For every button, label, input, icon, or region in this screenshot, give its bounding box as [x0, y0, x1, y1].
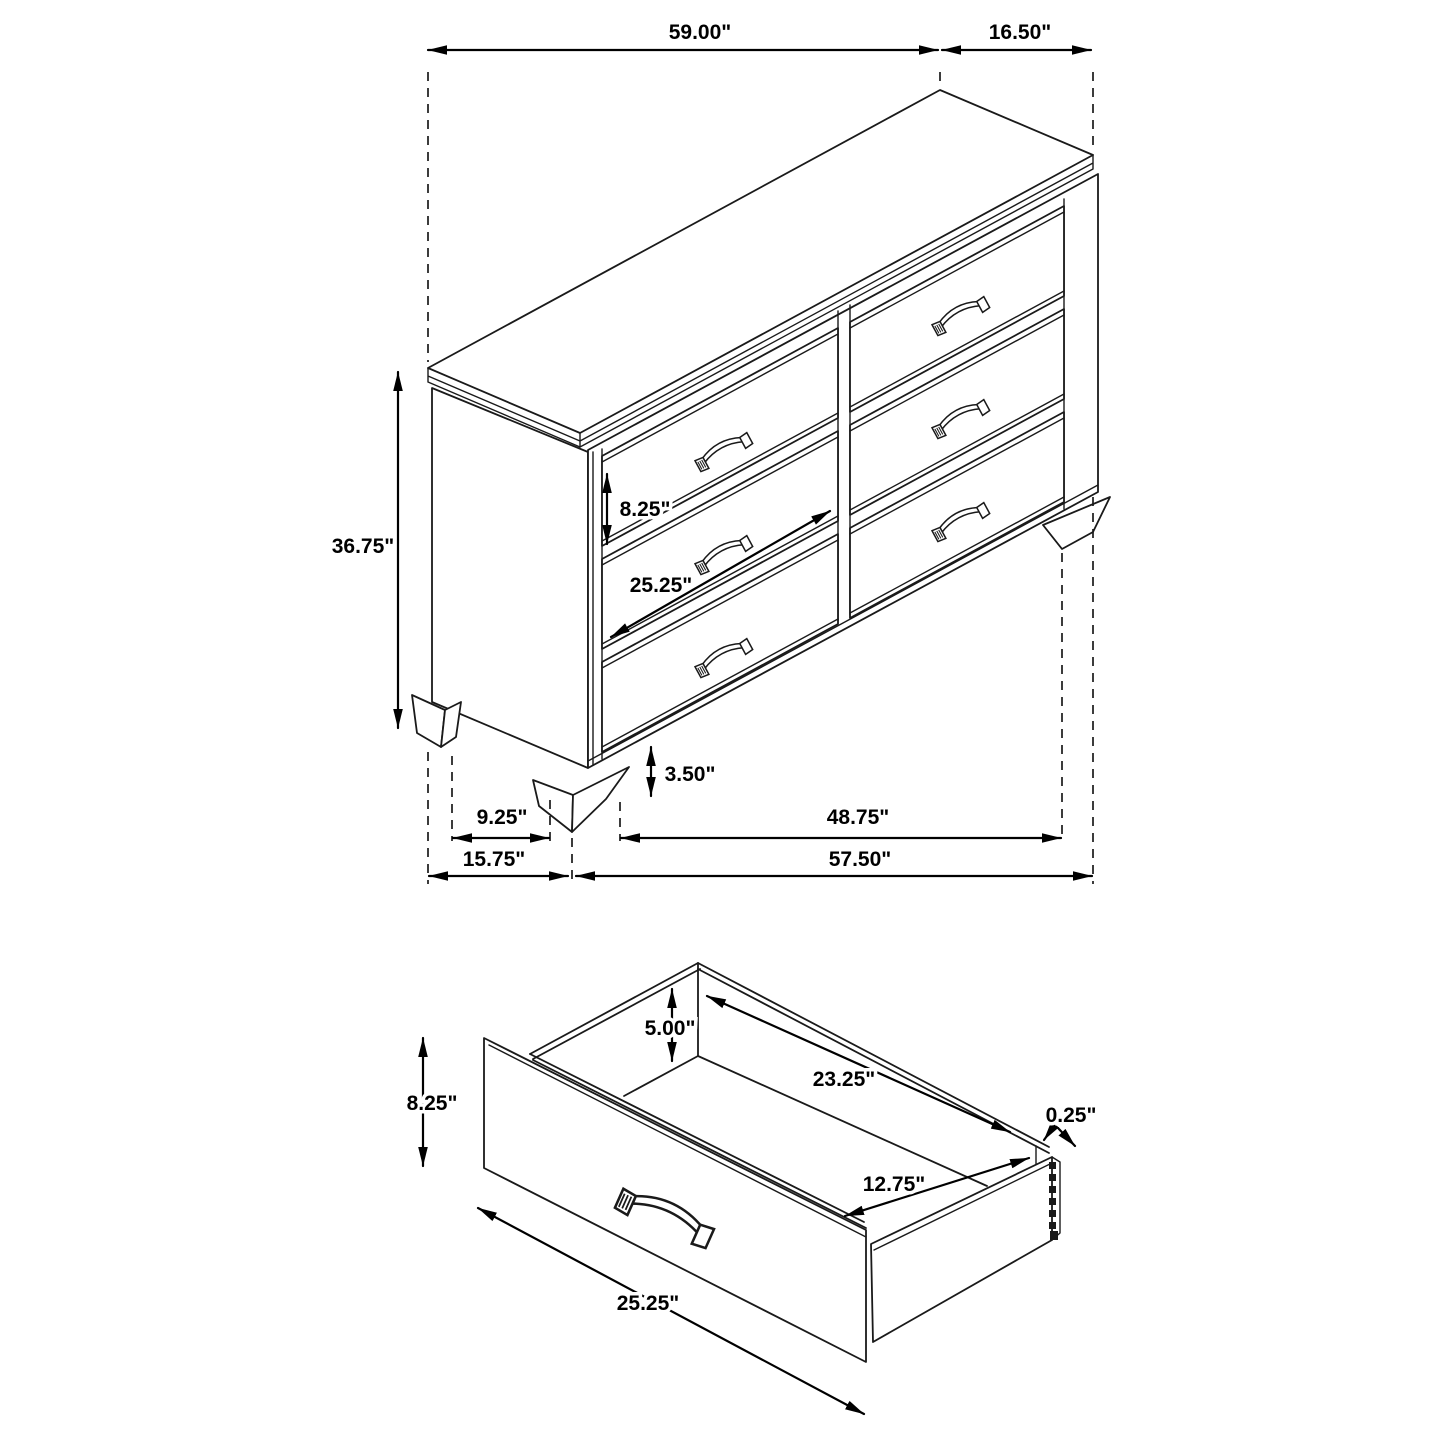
dim-label-side-thickness: 0.25" [1045, 1104, 1097, 1127]
dim-label-front-panel-width: 25.25" [616, 1292, 680, 1315]
drawer-left-wall [530, 963, 700, 1059]
dim-label-bottom-depth: 15.75" [462, 848, 526, 871]
drawer-drawing [407, 963, 1097, 1414]
dim-label-top-width: 59.00" [668, 21, 732, 44]
dim-label-drawer-face-width: 25.25" [629, 574, 693, 597]
dim-label-foot-inset: 9.25" [476, 806, 528, 829]
dim-label-feet-span: 48.75" [826, 806, 890, 829]
dim-label-inner-length: 23.25" [812, 1068, 876, 1091]
dim-label-drawer-face-height: 8.25" [619, 498, 671, 521]
dim-label-height: 36.75" [331, 535, 395, 558]
dim-label-top-depth: 16.50" [988, 21, 1052, 44]
dim-label-front-panel-height: 8.25" [406, 1092, 458, 1115]
dresser-drawing [332, 21, 1110, 884]
dim-label-inner-depth: 12.75" [862, 1173, 926, 1196]
dim-label-foot-height: 3.50" [664, 763, 716, 786]
dim-label-inner-height: 5.00" [644, 1017, 696, 1040]
dim-label-bottom-width: 57.50" [828, 848, 892, 871]
